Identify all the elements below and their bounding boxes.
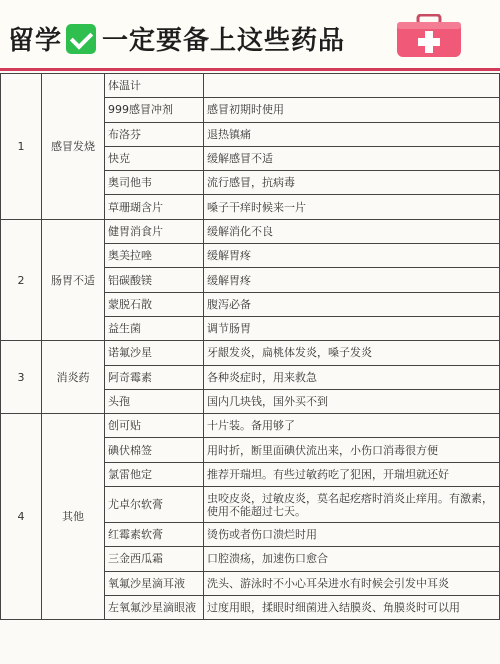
medicine-name: 快克 [105,146,204,170]
medicine-use: 缓解胃疼 [204,244,500,268]
header [0,0,500,70]
medicine-name: 氯雷他定 [105,462,204,486]
medicine-use: 用时折，断里面碘伏流出来，小伤口消毒很方便 [204,438,500,462]
first-aid-kit-icon [396,14,462,58]
medicine-use: 缓解消化不良 [204,219,500,243]
medicine-use: 缓解胃疼 [204,268,500,292]
medicine-use: 口腔溃疡，加速伤口愈合 [204,547,500,571]
page-title [8,20,345,57]
group-number: 3 [1,341,42,414]
group-category: 其他 [42,414,105,620]
medicine-name: 头孢 [105,389,204,413]
medicine-name: 诺氟沙星 [105,341,204,365]
medicine-use [204,74,500,98]
medicine-name: 阿奇霉素 [105,365,204,389]
check-mark-icon [66,24,96,54]
medicine-use: 十片装。备用够了 [204,414,500,438]
medicine-use: 嗓子干痒时候来一片 [204,195,500,219]
medicine-name: 奥司他韦 [105,171,204,195]
medicine-use: 缓解感冒不适 [204,146,500,170]
medicine-name: 布洛芬 [105,122,204,146]
medicine-name: 奥美拉唑 [105,244,204,268]
table-row [1,414,500,438]
medicine-use: 过度用眼，揉眼时细菌进入结膜炎、角膜炎时可以用 [204,595,500,619]
medicine-use: 退热镇痛 [204,122,500,146]
group-number: 2 [1,219,42,340]
medicine-name: 蒙脱石散 [105,292,204,316]
medicine-name: 999感冒冲剂 [105,98,204,122]
medicine-name: 铝碳酸镁 [105,268,204,292]
medicine-name: 创可贴 [105,414,204,438]
table-row [1,219,500,243]
medicine-use: 虫咬皮炎，过敏皮炎，莫名起疙瘩时消炎止痒用。有激素，使用不能超过七天。 [204,487,500,523]
medicine-use: 国内几块钱，国外买不到 [204,389,500,413]
medicine-use: 牙龈发炎，扁桃体发炎，嗓子发炎 [204,341,500,365]
medicine-use: 调节肠胃 [204,316,500,340]
title-part2: 一定要备上这些药品 [102,26,346,56]
group-category: 肠胃不适 [42,219,105,340]
medicine-name: 左氧氟沙星滴眼液 [105,595,204,619]
medicine-name: 益生菌 [105,316,204,340]
medicine-name: 尤卓尔软膏 [105,487,204,523]
medicine-name: 健胃消食片 [105,219,204,243]
medicine-name: 碘伏棉签 [105,438,204,462]
table-row [1,341,500,365]
medicine-use: 洗头、游泳时不小心耳朵进水有时候会引发中耳炎 [204,571,500,595]
medicine-use: 腹泻必备 [204,292,500,316]
group-category: 感冒发烧 [42,74,105,220]
table-row [1,74,500,98]
medicine-table [0,73,500,620]
group-number: 4 [1,414,42,620]
medicine-use: 流行感冒，抗病毒 [204,171,500,195]
group-number: 1 [1,74,42,220]
medicine-use: 各种炎症时，用来救急 [204,365,500,389]
header-divider [0,68,500,71]
medicine-name: 草珊瑚含片 [105,195,204,219]
medicine-use: 烫伤或者伤口溃烂时用 [204,523,500,547]
medicine-name: 氧氟沙星滴耳液 [105,571,204,595]
medicine-name: 红霉素软膏 [105,523,204,547]
group-category: 消炎药 [42,341,105,414]
title-part1: 留学 [8,26,63,56]
medicine-name: 体温计 [105,74,204,98]
medicine-use: 推荐开瑞坦。有些过敏药吃了犯困，开瑞坦就还好 [204,462,500,486]
medicine-name: 三金西瓜霜 [105,547,204,571]
medicine-use: 感冒初期时使用 [204,98,500,122]
